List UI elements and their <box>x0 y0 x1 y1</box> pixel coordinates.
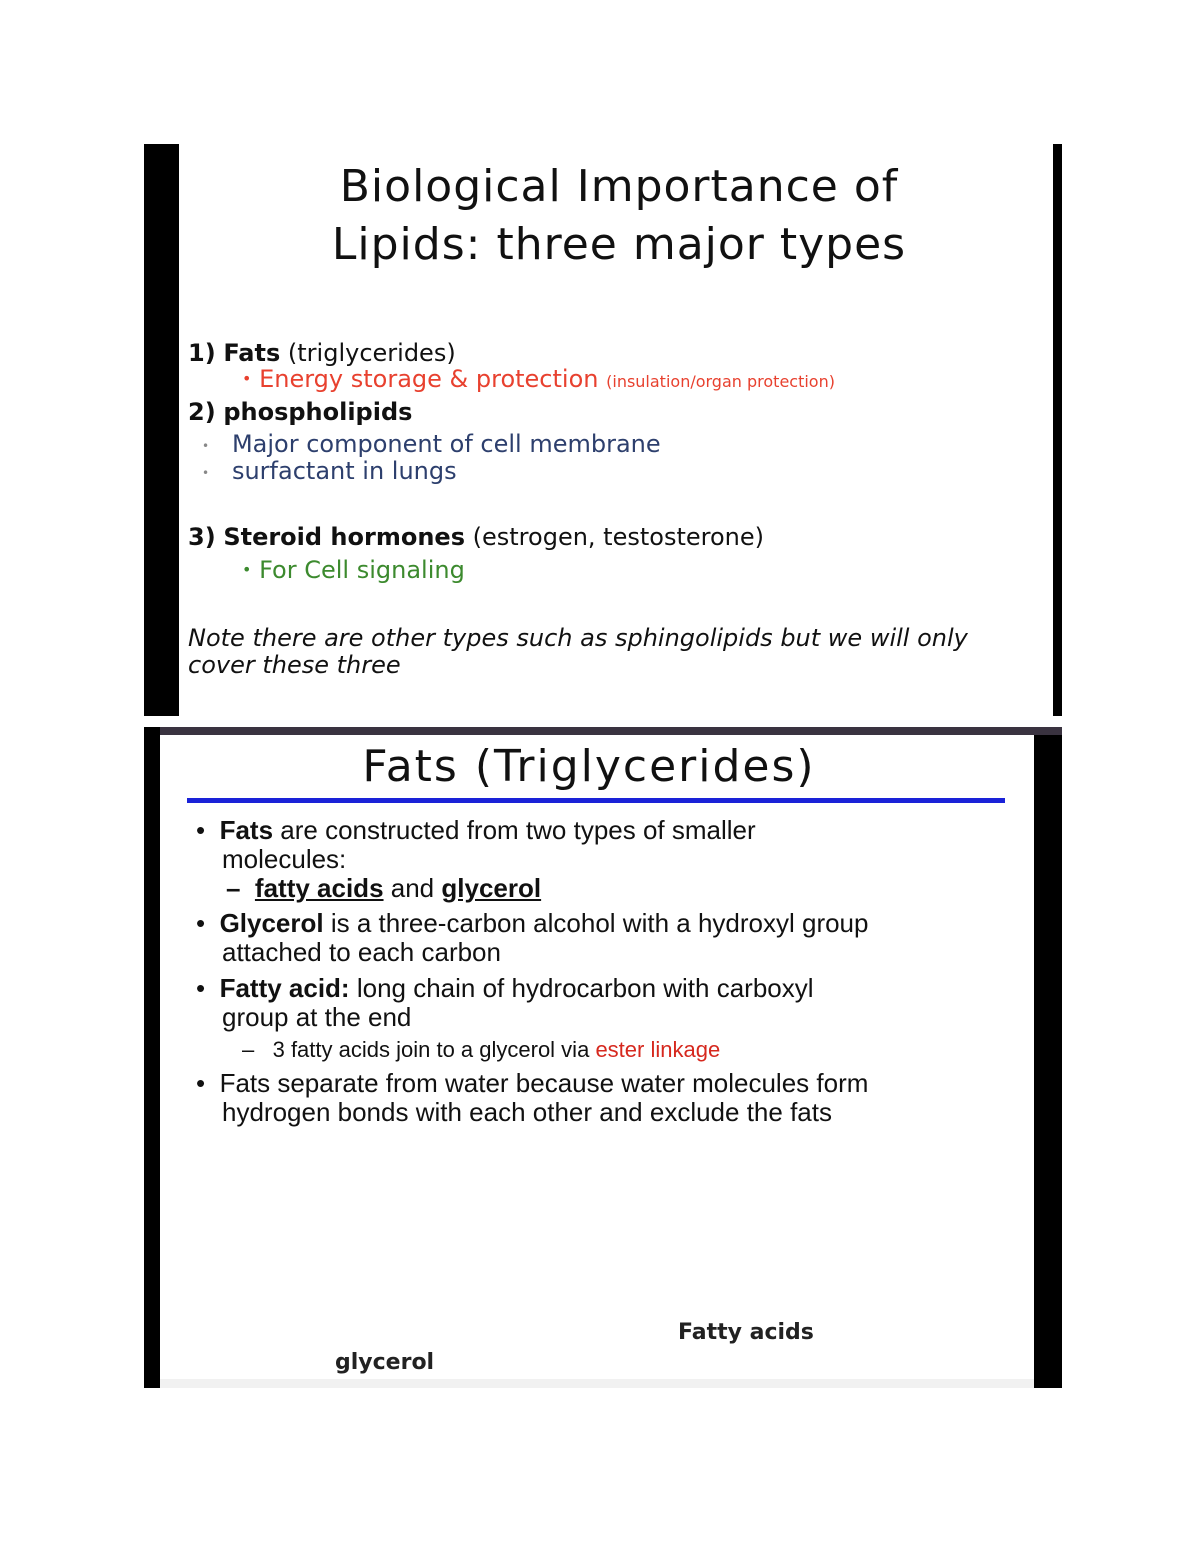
bullet-fatty-acid-bold: Fatty acid: <box>219 973 350 1003</box>
sub-ester-linkage <box>242 1035 720 1064</box>
slide-left-border <box>144 144 179 716</box>
bullet-glycerol-bold: Glycerol <box>219 908 324 938</box>
item-steroids-name: Steroid hormones <box>223 523 465 551</box>
slide-bottom-edge <box>160 1379 1034 1388</box>
slide-right-border <box>1034 735 1062 1388</box>
label-glycerol: glycerol <box>335 1350 435 1375</box>
slide-title <box>184 158 1054 274</box>
sub-dash: – <box>226 873 241 903</box>
slide-title: Fats (Triglycerides) <box>362 741 816 792</box>
steroids-bullet-text: For Cell signaling <box>259 556 465 584</box>
bullet-fatty-acid-text: long chain of hydrocarbon with carboxyl <box>356 973 814 1003</box>
title-underline <box>187 798 1005 803</box>
bullet-fatty-acid-line2: group at the end <box>222 1002 412 1032</box>
slide-left-border <box>144 727 160 1388</box>
ester-linkage-highlight: ester linkage <box>595 1037 721 1062</box>
item-steroids <box>188 523 764 551</box>
bullet-glycerol-text: is a three-carbon alcohol with a hydroxyl group <box>330 908 869 938</box>
bullet-fats-bold: Fats <box>219 815 274 845</box>
bullet-dot-icon: • <box>196 973 206 1003</box>
title-line-2: Lipids: three major types <box>331 219 907 270</box>
bullet-fats-text: are constructed from two types of smaller <box>280 815 756 845</box>
sub-fatty-acids-glycerol <box>226 874 541 903</box>
phospholipids-bullet-2 <box>202 457 457 485</box>
item-phospholipids-name: phospholipids <box>223 398 413 426</box>
label-fatty-acids: Fatty acids <box>678 1320 814 1345</box>
bullet-dot-icon: • <box>196 815 206 845</box>
sub-dash: – <box>242 1037 255 1062</box>
bullet-glycerol-line2: attached to each carbon <box>222 937 501 967</box>
item-fats-paren: (triglycerides) <box>287 339 456 367</box>
bullet-glycerol <box>196 909 868 938</box>
slide-top-border <box>144 727 1062 735</box>
fats-bullet-text: Energy storage & protection <box>259 365 599 393</box>
bullet-dot-icon: • <box>242 369 252 388</box>
item-steroids-num: 3) <box>188 523 216 551</box>
underlined-fatty-acids: fatty acids <box>254 873 384 903</box>
phospholipids-bullet-1 <box>202 430 661 458</box>
sub-and: and <box>390 873 435 903</box>
bullet-dot-icon: • <box>202 466 210 480</box>
fats-bullet <box>242 365 835 393</box>
item-fats-name: Fats <box>223 339 281 367</box>
note-text: Note there are other types such as sphingolipids but we will only cover these three <box>188 624 968 679</box>
item-steroids-paren: (estrogen, testosterone) <box>472 523 764 551</box>
bullet-separate-line2: hydrogen bonds with each other and exclude the fats <box>222 1097 832 1127</box>
slide-triglycerides <box>144 727 1062 1388</box>
bullet-fats <box>196 816 756 845</box>
sub-ester-text: 3 fatty acids join to a glycerol via <box>272 1037 590 1062</box>
bullet-fats-line2: molecules: <box>222 844 347 874</box>
bullet-dot-icon: • <box>202 439 210 453</box>
bullet-separate-text: Fats separate from water because water molecules form <box>219 1068 869 1098</box>
underlined-glycerol: glycerol <box>441 873 542 903</box>
fats-bullet-small: (insulation/organ protection) <box>606 372 835 391</box>
slide-lipid-types <box>144 144 1062 716</box>
bullet-fatty-acid <box>196 974 814 1003</box>
item-fats-num: 1) <box>188 339 216 367</box>
title-line-1: Biological Importance of <box>339 161 899 212</box>
slide-right-border <box>1053 144 1062 716</box>
steroids-bullet <box>242 556 465 584</box>
phospholipids-bullet-2-text: surfactant in lungs <box>231 457 457 485</box>
item-fats <box>188 339 456 367</box>
bullet-separate <box>196 1069 868 1098</box>
bullet-dot-icon: • <box>196 908 206 938</box>
bullet-dot-icon: • <box>242 560 252 579</box>
bullet-dot-icon: • <box>196 1068 206 1098</box>
item-phospholipids <box>188 398 412 426</box>
phospholipids-bullet-1-text: Major component of cell membrane <box>231 430 661 458</box>
item-phospholipids-num: 2) <box>188 398 216 426</box>
